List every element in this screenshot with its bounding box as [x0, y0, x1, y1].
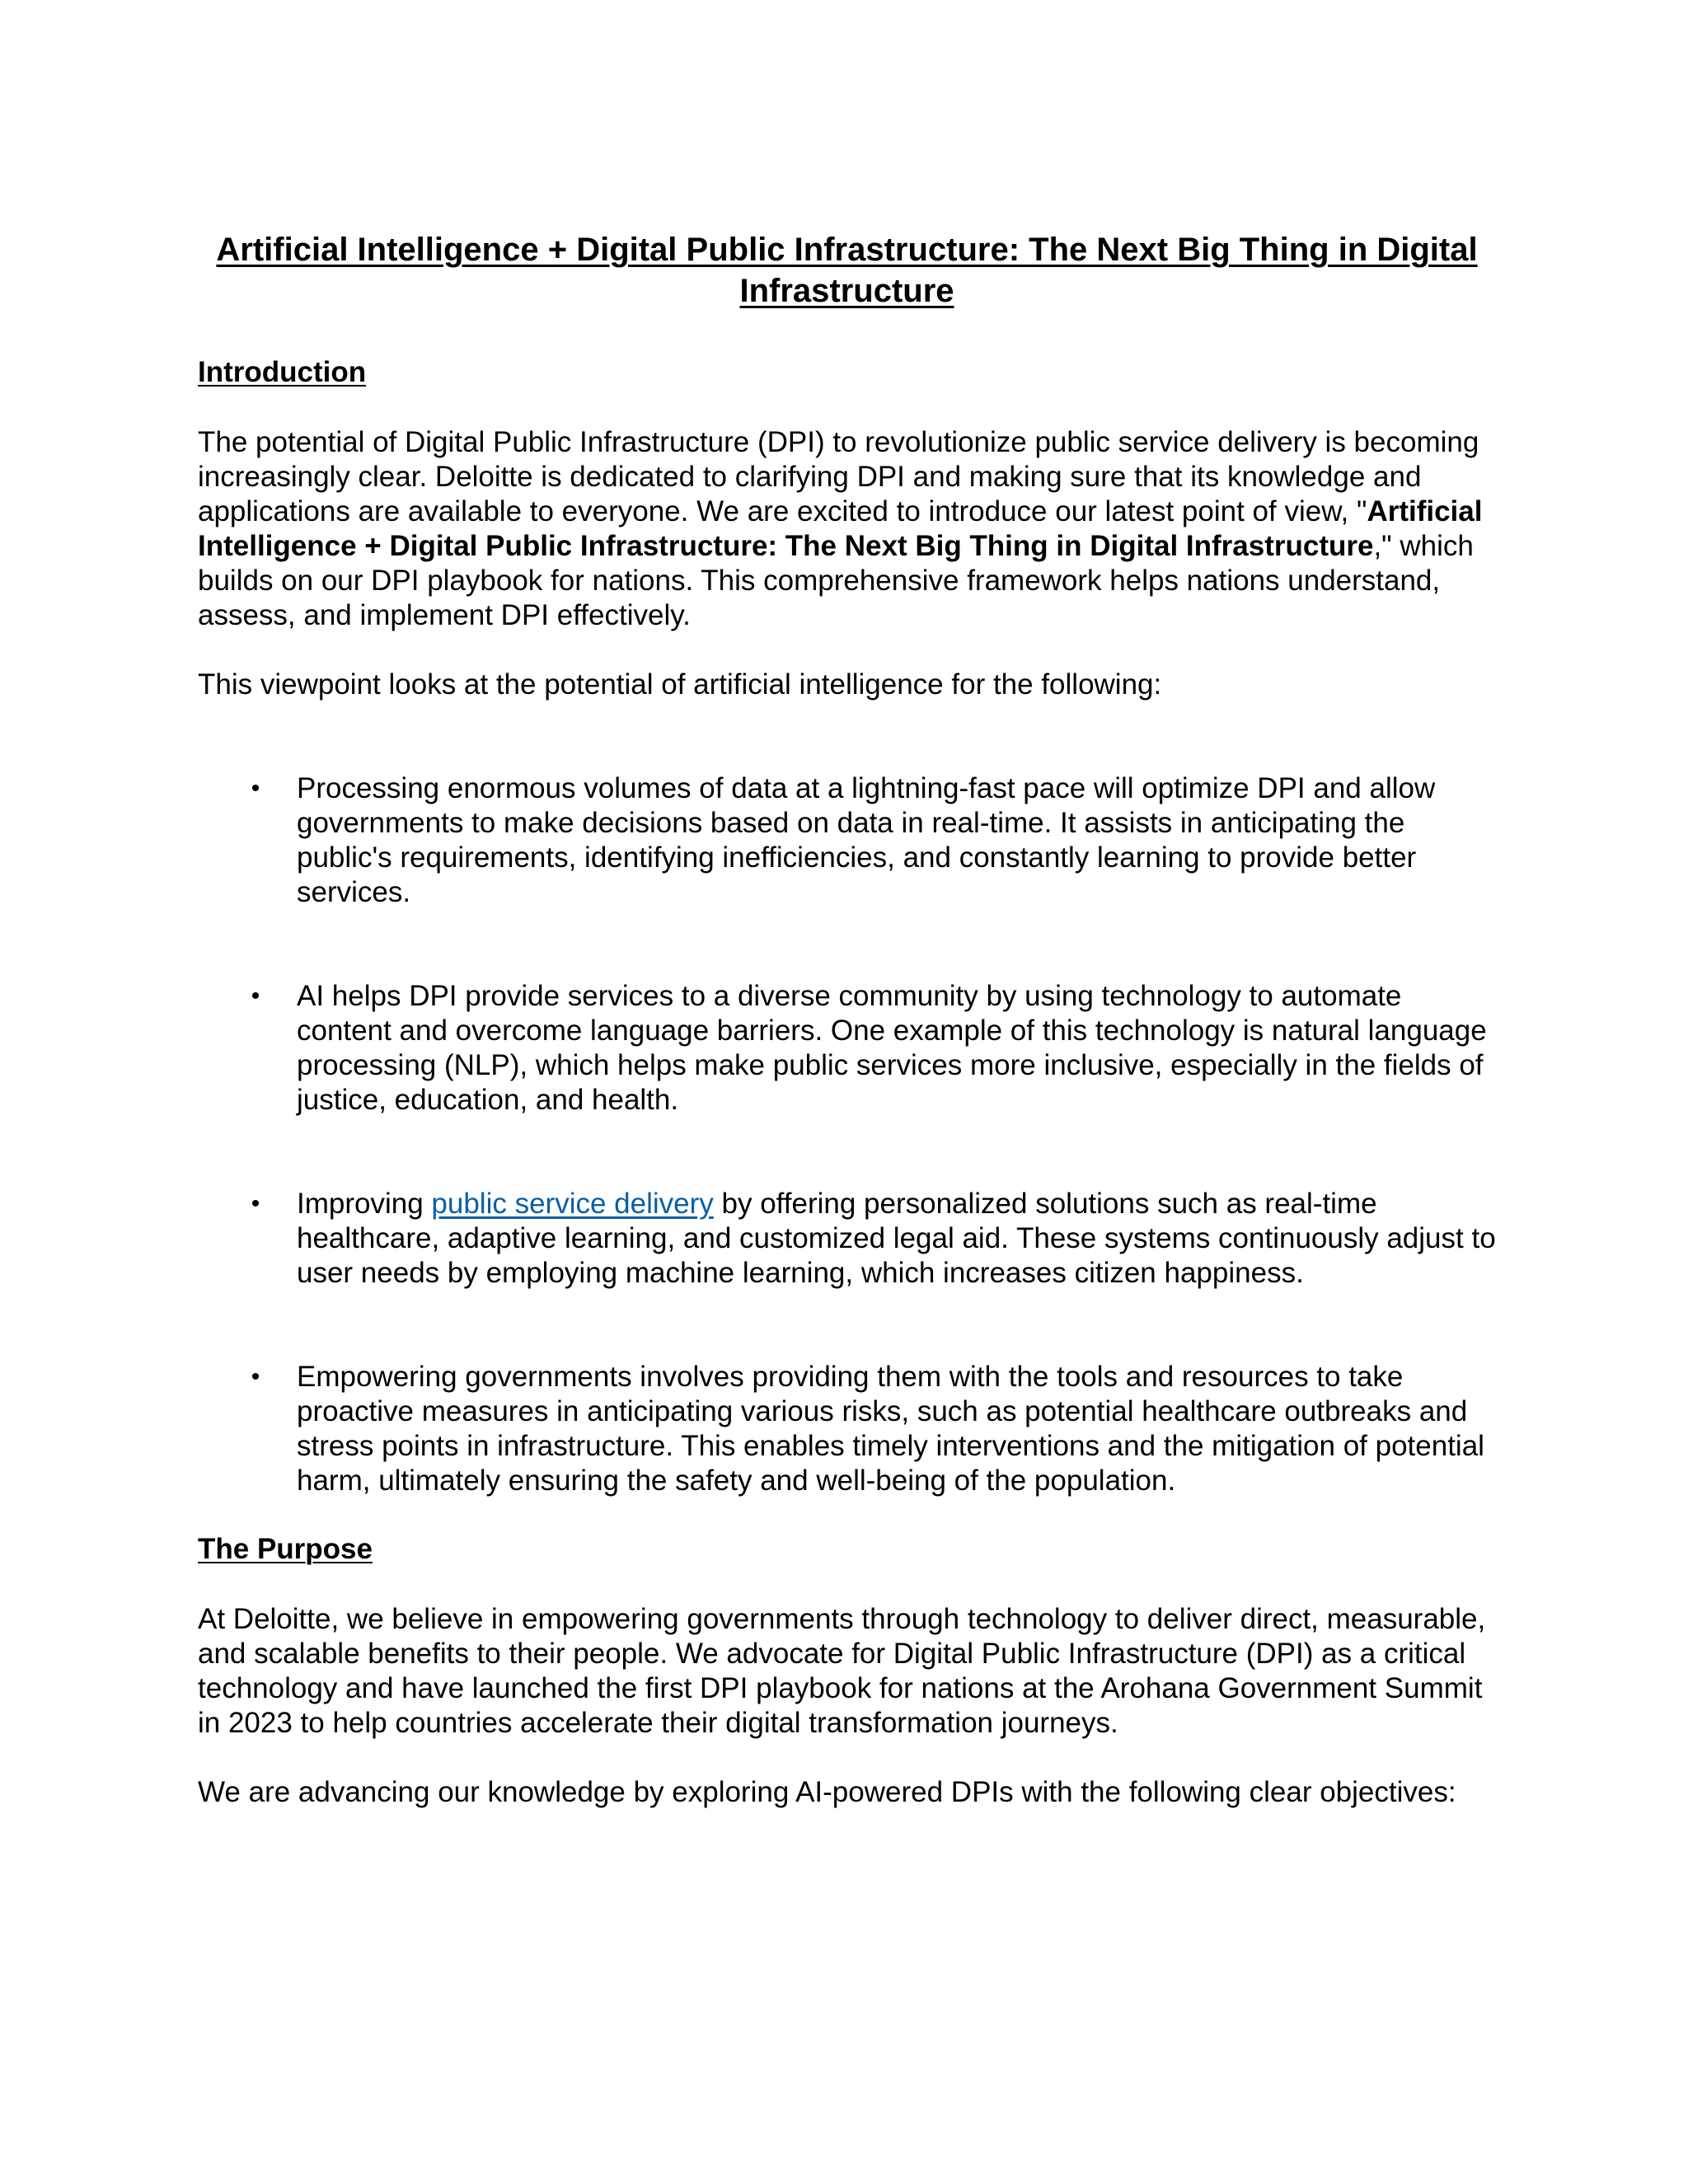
bullet-icon: • — [251, 982, 260, 1010]
document-body — [198, 229, 1496, 1844]
introduction-paragraph — [198, 425, 1496, 633]
objectives-lead-paragraph: We are advancing our knowledge by exploring AI-powered DPIs with the following clear objectives: — [198, 1776, 1456, 1808]
list-item-text: Processing enormous volumes of data at a lightning-fast pace will optimize DPI and allow governments to make decisions based on data in real-time. It assists in anticipating the public's requirements, identifying inefficiencies, and constantly learning to provide better services. — [297, 772, 1436, 908]
list-item-text: AI helps DPI provide services to a diverse community by using technology to automate content and overcome language barriers. One example of this technology is natural language processing (NLP), which helps make public services more inclusive, especially in the fields of justice, education, and health. — [297, 980, 1487, 1116]
bullet-icon: • — [251, 1190, 260, 1217]
bullet-icon: • — [251, 775, 260, 802]
ai-potential-list — [198, 771, 1496, 1498]
list-item-text-after-link: by offering personalized solutions such as real-time healthcare, adaptive learning, and customized legal aid. These systems continuously adjust to user needs by employing machine learning, which increases citizen happiness. — [297, 1188, 1496, 1289]
list-item — [198, 979, 1496, 1118]
introduction-paragraph-text-start: The potential of Digital Public Infrastructure (DPI) to revolutionize public service delivery is becoming increasingly clear. Deloitte is dedicated to clarifying DPI and making sure that its knowledge and applications are available to everyone. We are excited to introduce our latest point of view, " — [198, 426, 1479, 527]
list-item-text-before-link: Improving — [297, 1188, 432, 1220]
list-item — [198, 1360, 1496, 1498]
bullet-icon: • — [251, 1363, 260, 1390]
purpose-paragraph: At Deloitte, we believe in empowering governments through technology to deliver direct, measurable, and scalable benefits to their people. We advocate for Digital Public Infrastructure (DPI) as a critical technology and have launched the first DPI playbook for nations at the Arohana Government Summit in 2023 to help countries accelerate their digital transformation journeys. — [198, 1603, 1486, 1739]
list-item — [198, 1187, 1496, 1291]
list-item — [198, 771, 1496, 910]
introduction-paragraph-bold-title: Artificial Intelligence + Digital Public Infrastructure: The Next Big Thing in Digital Infrastructure — [198, 495, 1483, 562]
public-service-delivery-link[interactable]: public service delivery — [431, 1188, 714, 1220]
viewpoint-lead-paragraph: This viewpoint looks at the potential of artificial intelligence for the following: — [198, 668, 1162, 701]
introduction-heading: Introduction — [198, 356, 367, 388]
introduction-paragraph-text-end: ," which builds on our DPI playbook for nations. This comprehensive framework helps nations understand, assess, and implement DPI effectively. — [198, 530, 1474, 631]
document-title: Artificial Intelligence + Digital Public Infrastructure: The Next Big Thing in Digital Infrastructure — [216, 232, 1478, 309]
list-item-text: Empowering governments involves providing them with the tools and resources to take proactive measures in anticipating various risks, such as potential healthcare outbreaks and stress points in infrastructure. This enables timely interventions and the mitigation of potential harm, ultimately ensuring the safety and well-being of the population. — [297, 1361, 1484, 1497]
purpose-heading: The Purpose — [198, 1533, 373, 1565]
